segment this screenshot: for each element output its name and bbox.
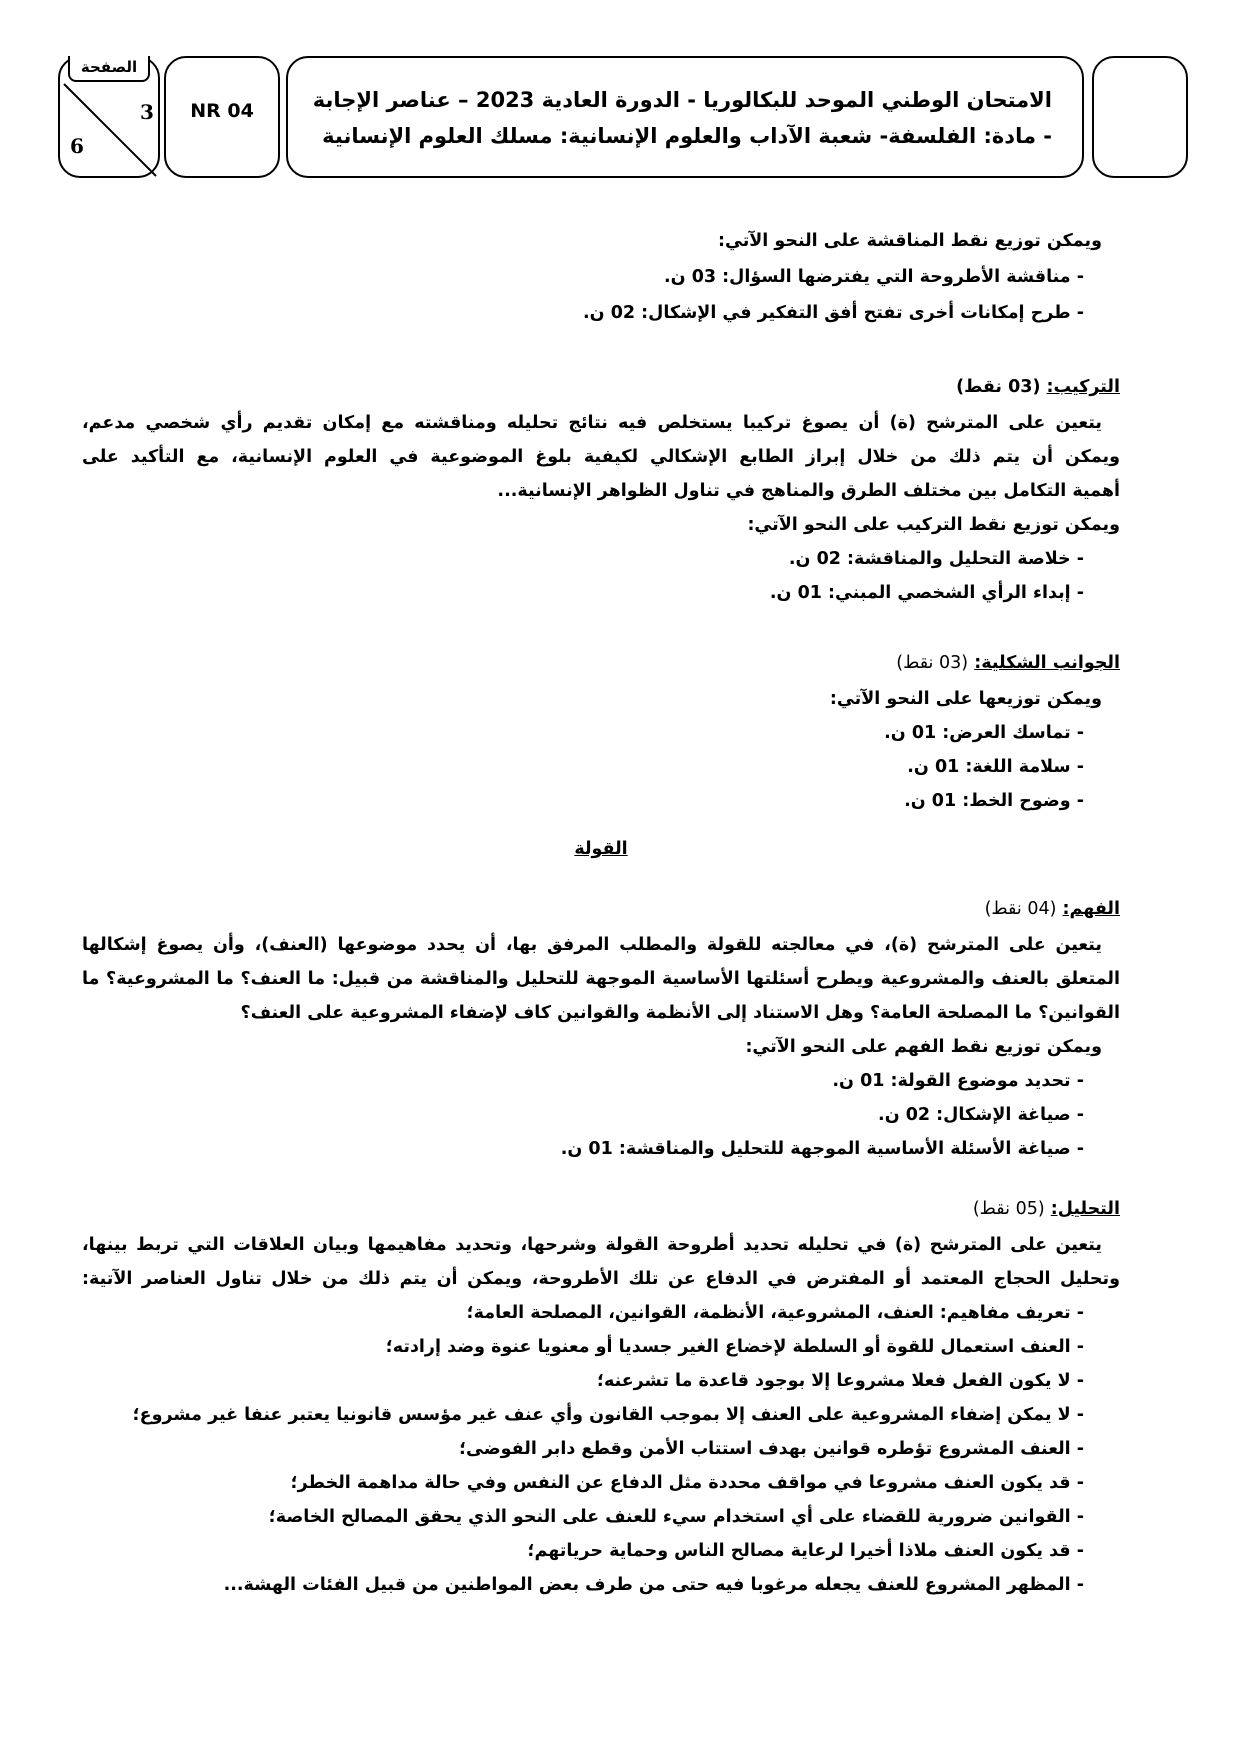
- page-number-box: [58, 56, 160, 178]
- understanding-heading-label: الفهم:: [1062, 899, 1120, 919]
- analysis-paragraph-line: يتعين على المترشح (ة) في تحليله تحديد أطروحة القولة وشرحها، وتحديد مفاهيمها وبيان العلاقات التي تربط بينها،: [82, 1235, 1102, 1255]
- quote-heading-label: القولة: [574, 839, 628, 859]
- quote-heading: [82, 834, 1120, 864]
- page-total: 6: [70, 134, 84, 158]
- understanding-paragraph-line: المتعلق بالعنف والمشروعية ويطرح أسئلتها الأساسية الموجهة للتحليل والمناقشة من قبيل: ما العنف؟ ما المشروعية؟ ما: [82, 969, 1120, 989]
- synthesis-paragraph-line: يتعين على المترشح (ة) أن يصوغ تركيبا يستخلص فيه نتائج تحليله ومناقشته مع إمكان تقديم رأي شخصي مدعم،: [82, 413, 1102, 433]
- list-item: - تماسك العرض: 01 ن.: [884, 723, 1084, 743]
- understanding-paragraph-line: القوانين؟ ما المصلحة العامة؟ وهل الاستناد إلى الأنظمة والقوانين كاف لإضفاء المشروعية على العنف؟: [240, 1003, 1120, 1023]
- exam-title: الامتحان الوطني الموحد للبكالوريا - الدورة العادية 2023 – عناصر الإجابة: [312, 88, 1052, 112]
- page-current: 3: [140, 100, 154, 124]
- understanding-heading: [985, 894, 1120, 924]
- exam-code: NR 04: [190, 100, 254, 122]
- list-item: - القوانين ضرورية للقضاء على أي استخدام سيء للعنف على النحو الذي يحقق المصالح الخاصة؛: [268, 1507, 1084, 1527]
- page-label: الصفحة: [68, 56, 150, 82]
- list-item: - قد يكون العنف ملاذا أخيرا لرعاية مصالح الناس وحماية حرياتهم؛: [527, 1541, 1084, 1561]
- list-item: - المظهر المشروع للعنف يجعله مرغوبا فيه حتى من طرف بعض المواطنين من قبيل الفئات الهشة...: [223, 1575, 1084, 1595]
- synthesis-heading-label: التركيب:: [1046, 377, 1120, 397]
- analysis-paragraph-line: وتحليل الحجاج المعتمد أو المفترض في الدفاع عن تلك الأطروحة، ويمكن أن يتم ذلك من خلال تناول العناصر الآتية:: [82, 1269, 1120, 1289]
- formal-heading-label: الجوانب الشكلية:: [974, 653, 1120, 673]
- list-item: - صياغة الإشكال: 02 ن.: [878, 1105, 1084, 1125]
- synthesis-distribution-intro: ويمكن توزيع نقط التركيب على النحو الآتي:: [747, 515, 1120, 535]
- list-item: - تحديد موضوع القولة: 01 ن.: [832, 1071, 1084, 1091]
- list-item: - وضوح الخط: 01 ن.: [904, 791, 1084, 811]
- list-item: - لا يمكن إضفاء المشروعية على العنف إلا بموجب القانون وأي عنف غير مؤسس قانونيا يعتبر عنفا غير مشروع؛: [132, 1405, 1084, 1425]
- synthesis-paragraph-line: أهمية التكامل بين مختلف الطرق والمناهج في تناول الظواهر الإنسانية...: [497, 481, 1120, 501]
- list-item: - العنف المشروع تؤطره قوانين بهدف استتاب الأمن وقطع دابر الفوضى؛: [459, 1439, 1084, 1459]
- list-item: - مناقشة الأطروحة التي يفترضها السؤال: 03 ن.: [664, 267, 1084, 287]
- analysis-heading-label: التحليل:: [1050, 1199, 1120, 1219]
- formal-points: (03 نقط): [896, 653, 969, 673]
- synthesis-heading: [956, 372, 1120, 402]
- list-item: - صياغة الأسئلة الأساسية الموجهة للتحليل والمناقشة: 01 ن.: [560, 1139, 1084, 1159]
- exam-code-box: [164, 56, 280, 178]
- discussion-distribution-intro: ويمكن توزيع نقط المناقشة على النحو الآتي:: [717, 231, 1102, 251]
- analysis-points: (05 نقط): [972, 1199, 1045, 1219]
- list-item: - العنف استعمال للقوة أو السلطة لإخضاع الغير جسديا أو معنويا عنوة وضد إرادته؛: [385, 1337, 1084, 1357]
- header-title-box: [286, 56, 1084, 178]
- list-item: - خلاصة التحليل والمناقشة: 02 ن.: [788, 549, 1084, 569]
- list-item: - طرح إمكانات أخرى تفتح أفق التفكير في الإشكال: 02 ن.: [583, 303, 1084, 323]
- subject-line: - مادة: الفلسفة- شعبة الآداب والعلوم الإنسانية: مسلك العلوم الإنسانية: [322, 124, 1052, 148]
- formal-heading: [896, 648, 1120, 678]
- understanding-points: (04 نقط): [984, 899, 1057, 919]
- list-item: - إبداء الرأي الشخصي المبني: 01 ن.: [769, 583, 1084, 603]
- list-item: - قد يكون العنف مشروعا في مواقف محددة مثل الدفاع عن النفس وفي حالة مداهمة الخطر؛: [290, 1473, 1084, 1493]
- synthesis-paragraph-line: ويمكن أن يتم ذلك من خلال إبراز الطابع الإشكالي لكيفية بلوغ الموضوعية في العلوم الإنسانية، مع التأكيد على: [82, 447, 1120, 467]
- understanding-paragraph-line: يتعين على المترشح (ة)، في معالجته للقولة والمطلب المرفق بها، أن يحدد موضوعها (العنف)، وأن يصوغ إشكالها: [82, 935, 1102, 955]
- understanding-distribution-intro: ويمكن توزيع نقط الفهم على النحو الآتي:: [745, 1037, 1102, 1057]
- list-item: - لا يكون الفعل فعلا مشروعا إلا بوجود قاعدة ما تشرعنه؛: [596, 1371, 1084, 1391]
- list-item: - تعريف مفاهيم: العنف، المشروعية، الأنظمة، القوانين، المصلحة العامة؛: [466, 1303, 1084, 1323]
- analysis-heading: [973, 1194, 1120, 1224]
- list-item: - سلامة اللغة: 01 ن.: [907, 757, 1084, 777]
- synthesis-points: (03 نقط): [956, 377, 1041, 397]
- header-blank-box: [1092, 56, 1188, 178]
- formal-distribution-intro: ويمكن توزيعها على النحو الآتي:: [829, 689, 1102, 709]
